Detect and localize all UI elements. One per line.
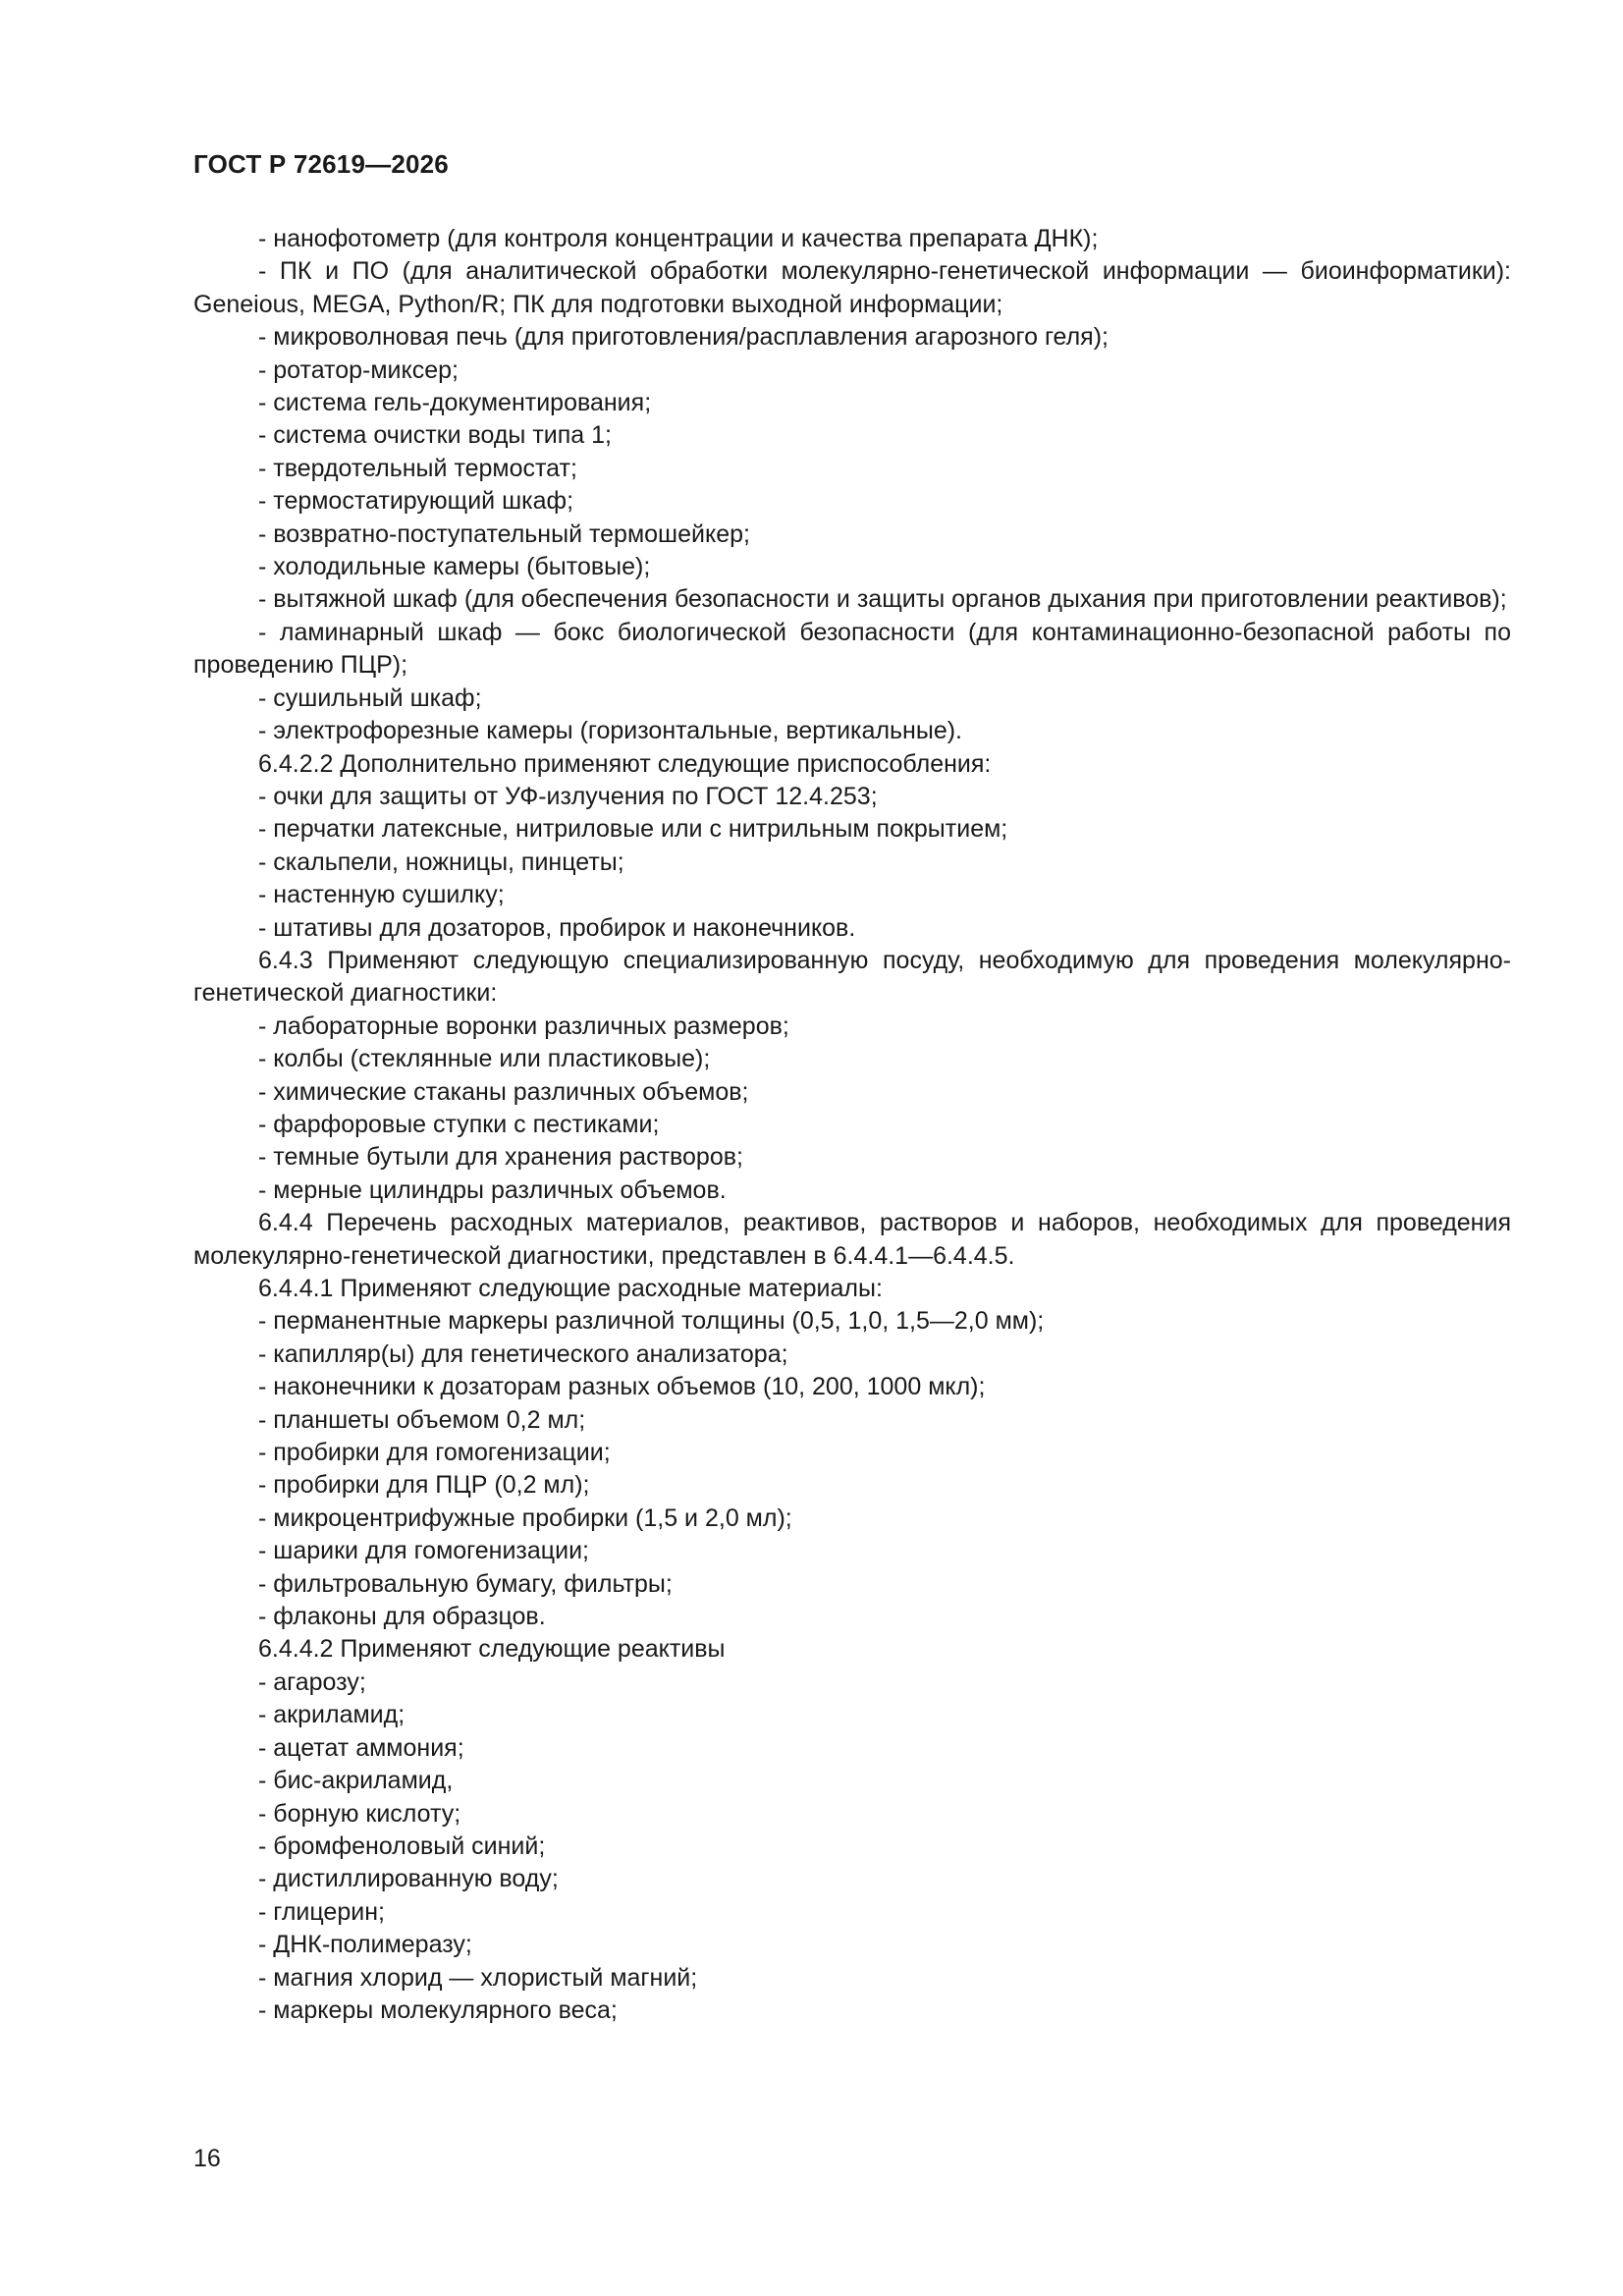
paragraph: - мерные цилиндры различных объемов. (258, 1175, 727, 1204)
paragraph: - настенную сушилку; (258, 881, 505, 909)
paragraph: - флаконы для образцов. (258, 1603, 546, 1631)
paragraph: - скальпели, ножницы, пинцеты; (258, 847, 624, 876)
paragraph: - темные бутыли для хранения растворов; (258, 1143, 743, 1172)
paragraph: - холодильные камеры (бытовые); (258, 553, 651, 581)
paragraph: - микроволновая печь (для приготовления/расплавления агарозного геля); (258, 323, 1109, 352)
paragraph: - магния хлорид — хлористый магний; (258, 1963, 698, 1992)
paragraph: - микроцентрифужные пробирки (1,5 и 2,0 мл); (258, 1503, 792, 1532)
paragraph: - электрофорезные камеры (горизонтальные, вертикальные). (258, 717, 963, 745)
paragraph: - шарики для гомогенизации; (258, 1537, 589, 1565)
paragraph: - фильтровальную бумагу, фильтры; (258, 1569, 673, 1598)
paragraph: - вытяжной шкаф (для обеспечения безопасности и защиты органов дыхания при приготовлении реактивов); (258, 585, 1507, 614)
paragraph: - система гель-документирования; (258, 389, 652, 417)
paragraph: - пробирки для ПЦР (0,2 мл); (258, 1471, 590, 1500)
document-header: ГОСТ Р 72619—2026 (193, 149, 449, 179)
paragraph: 6.4.3 Применяют следующую специализированную посуду, необходимую для проведения молекулярно-генетической диагностики: (193, 946, 1511, 1008)
paragraph: - акриламид; (258, 1701, 406, 1729)
paragraph: - маркеры молекулярного веса; (258, 1995, 618, 2024)
paragraph: - ацетат аммония; (258, 1733, 464, 1762)
paragraph: - перманентные маркеры различной толщины (0,5, 1,0, 1,5—2,0 мм); (258, 1307, 1045, 1336)
paragraph: - планшеты объемом 0,2 мл; (258, 1405, 586, 1434)
paragraph: 6.4.4.1 Применяют следующие расходные материалы: (258, 1275, 883, 1302)
paragraph: - дистиллированную воду; (258, 1865, 559, 1893)
paragraph: - перчатки латексные, нитриловые или с нитрильным покрытием; (258, 815, 1008, 844)
document-body (193, 223, 1511, 2027)
paragraph: 6.4.4.2 Применяют следующие реактивы (258, 1635, 726, 1664)
paragraph: - ротатор-миксер; (258, 355, 459, 384)
paragraph: - ПК и ПО (для аналитической обработки молекулярно-генетической информации — биоинформатики): Geneious, MEGA, Python/R; ПК для подготовки выходной информации; (193, 257, 1511, 318)
paragraph: - наконечники к дозаторам разных объемов (10, 200, 1000 мкл); (258, 1373, 986, 1401)
paragraph: - ламинарный шкаф — бокс биологической безопасности (для контаминационно-безопасной работы по проведению ПЦР); (193, 618, 1511, 680)
paragraph: - глицерин; (258, 1897, 385, 1926)
paragraph: - капилляр(ы) для генетического анализатора; (258, 1339, 788, 1368)
paragraph: - лабораторные воронки различных размеров; (258, 1011, 789, 1040)
paragraph: - фарфоровые ступки с пестиками; (258, 1110, 660, 1138)
paragraph: - пробирки для гомогенизации; (258, 1439, 611, 1467)
paragraph: - колбы (стеклянные или пластиковые); (258, 1045, 711, 1073)
paragraph: - ДНК-полимеразу; (258, 1931, 472, 1959)
paragraph: - бромфеноловый синий; (258, 1831, 546, 1860)
paragraph: - твердотельный термостат; (258, 454, 577, 482)
paragraph: 6.4.2.2 Дополнительно применяют следующие приспособления: (258, 749, 992, 778)
paragraph: - агарозу; (258, 1667, 366, 1696)
paragraph: - возвратно-поступательный термошейкер; (258, 519, 750, 548)
paragraph: - термостатирующий шкаф; (258, 487, 574, 516)
paragraph: 6.4.4 Перечень расходных материалов, реактивов, растворов и наборов, необходимых для проведения молекулярно-генетической диагностики, представлен в 6.4.4.1—6.4.4.5. (193, 1209, 1511, 1270)
paragraph: - химические стаканы различных объемов; (258, 1077, 749, 1106)
paragraph: - система очистки воды типа 1; (258, 421, 612, 450)
paragraph: - бис-акриламид, (258, 1767, 454, 1795)
paragraph: - нанофотометр (для контроля концентрации и качества препарата ДНК); (258, 225, 1099, 252)
paragraph: - штативы для дозаторов, пробирок и наконечников. (258, 913, 856, 942)
paragraph: - борную кислоту; (258, 1799, 461, 1828)
paragraph: - очки для защиты от УФ-излучения по ГОСТ 12.4.253; (258, 782, 878, 810)
page-number: 16 (193, 2145, 221, 2172)
paragraph: - сушильный шкаф; (258, 683, 482, 712)
